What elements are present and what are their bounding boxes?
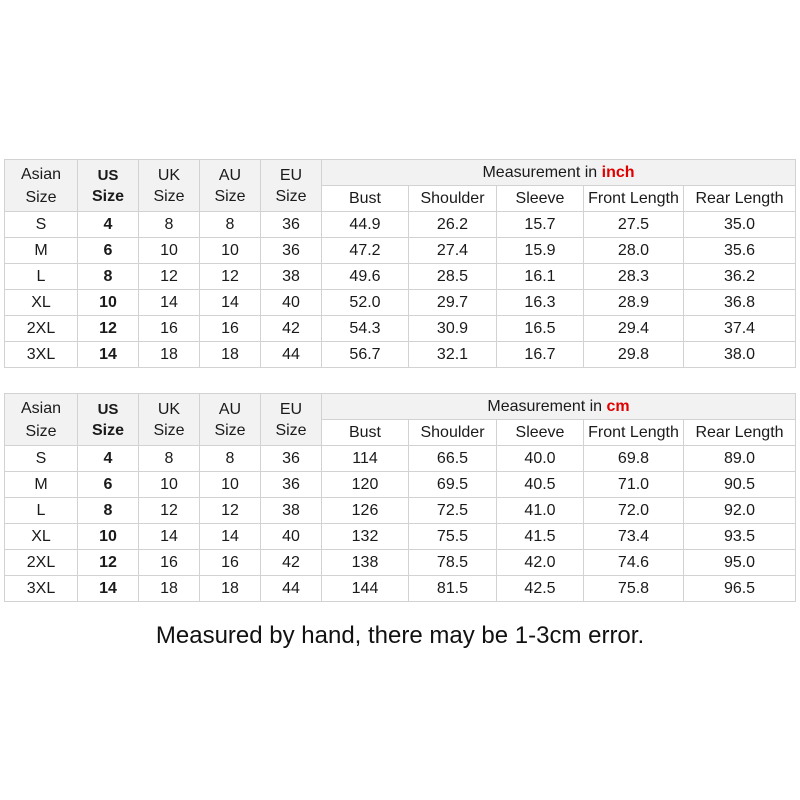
table-cell: XL: [5, 524, 78, 550]
au-size-header: [200, 394, 261, 446]
measurement-unit: cm: [606, 397, 630, 415]
table-cell: 38: [261, 498, 322, 524]
table-cell: 89.0: [684, 446, 796, 472]
table-cell: 69.5: [409, 472, 497, 498]
table-cell: M: [5, 238, 78, 264]
table-cell: 18: [139, 576, 200, 602]
table-cell: M: [5, 472, 78, 498]
table-row: [5, 342, 796, 368]
table-cell: 2XL: [5, 316, 78, 342]
table-cell: 12: [200, 264, 261, 290]
table-cell: 36.2: [684, 264, 796, 290]
table-cell: 44: [261, 342, 322, 368]
us-size-header-line: Size: [91, 421, 124, 439]
column-header: Front Length: [584, 186, 684, 212]
uk-size-header: [139, 394, 200, 446]
table-row: [5, 446, 796, 472]
uk-size-header-line: UK: [157, 166, 181, 184]
us-size-header: [78, 160, 139, 212]
us-size-header-line: US: [97, 166, 119, 184]
table-cell: 28.5: [409, 264, 497, 290]
table-cell: 2XL: [5, 550, 78, 576]
table-row: [5, 524, 796, 550]
table-cell: 14: [139, 290, 200, 316]
table-cell: 8: [200, 212, 261, 238]
table-cell: 40.5: [497, 472, 584, 498]
table-header-row: [5, 394, 796, 420]
table-cell: 72.0: [584, 498, 684, 524]
table-cell: 36.8: [684, 290, 796, 316]
table-cell: 6: [78, 238, 139, 264]
eu-size-header-line: EU: [279, 166, 303, 184]
table-cell: 42.5: [497, 576, 584, 602]
table-cell: 32.1: [409, 342, 497, 368]
table-cell: L: [5, 264, 78, 290]
table-cell: 40: [261, 290, 322, 316]
table-cell: 8: [139, 212, 200, 238]
table-cell: 90.5: [684, 472, 796, 498]
table-cell: 10: [139, 238, 200, 264]
column-header: Rear Length: [684, 186, 796, 212]
table-cell: 8: [78, 264, 139, 290]
size-table-cm: [4, 393, 796, 602]
table-cell: 126: [322, 498, 409, 524]
table-cell: 144: [322, 576, 409, 602]
table-cell: 16.1: [497, 264, 584, 290]
au-size-header-line: Size: [214, 187, 246, 205]
table-cell: 18: [200, 576, 261, 602]
table-cell: 138: [322, 550, 409, 576]
table-cell: 8: [139, 446, 200, 472]
table-cell: 12: [139, 264, 200, 290]
table-cell: 16: [139, 316, 200, 342]
measurement-title: [322, 160, 796, 186]
table-cell: 78.5: [409, 550, 497, 576]
table-row: [5, 316, 796, 342]
eu-size-header: [261, 160, 322, 212]
table-cell: 42: [261, 316, 322, 342]
table-cell: 8: [200, 446, 261, 472]
table-cell: 28.9: [584, 290, 684, 316]
table-cell: 16.7: [497, 342, 584, 368]
table-cell: 52.0: [322, 290, 409, 316]
table-cell: 44.9: [322, 212, 409, 238]
eu-size-header-line: Size: [275, 187, 307, 205]
table-cell: 38.0: [684, 342, 796, 368]
us-size-header-line: Size: [91, 187, 124, 205]
table-cell: 14: [139, 524, 200, 550]
table-row: [5, 290, 796, 316]
measurement-title: [322, 394, 796, 420]
au-size-header-line: AU: [218, 166, 242, 184]
uk-size-header-line: Size: [153, 421, 185, 439]
table-cell: 71.0: [584, 472, 684, 498]
table-cell: 37.4: [684, 316, 796, 342]
table-header-row: [5, 160, 796, 186]
column-header: Shoulder: [409, 420, 497, 446]
table-cell: 3XL: [5, 576, 78, 602]
table-row: [5, 576, 796, 602]
table-cell: 28.0: [584, 238, 684, 264]
table-cell: 14: [200, 290, 261, 316]
table-cell: 16: [200, 316, 261, 342]
eu-size-header-line: Size: [275, 421, 307, 439]
table-cell: 6: [78, 472, 139, 498]
measurement-title-prefix: Measurement in: [487, 397, 607, 415]
uk-size-header-line: UK: [157, 400, 181, 418]
table-cell: 41.0: [497, 498, 584, 524]
table-cell: 12: [139, 498, 200, 524]
table-cell: 42.0: [497, 550, 584, 576]
au-size-header: [200, 160, 261, 212]
table-cell: 10: [78, 524, 139, 550]
table-cell: 15.9: [497, 238, 584, 264]
table-cell: 47.2: [322, 238, 409, 264]
asian-size-header-line: Asian: [20, 165, 62, 183]
asian-size-header: [5, 160, 78, 212]
table-cell: 27.5: [584, 212, 684, 238]
table-cell: 16: [139, 550, 200, 576]
column-header: Sleeve: [497, 186, 584, 212]
table-cell: S: [5, 446, 78, 472]
column-header: Shoulder: [409, 186, 497, 212]
table-cell: 56.7: [322, 342, 409, 368]
table-cell: S: [5, 212, 78, 238]
table-row: [5, 212, 796, 238]
table-cell: 14: [200, 524, 261, 550]
table-cell: 15.7: [497, 212, 584, 238]
table-cell: 54.3: [322, 316, 409, 342]
table-cell: 8: [78, 498, 139, 524]
table-cell: 96.5: [684, 576, 796, 602]
table-cell: 10: [78, 290, 139, 316]
measurement-note: Measured by hand, there may be 1-3cm error.: [155, 622, 645, 649]
table-cell: 16.3: [497, 290, 584, 316]
table-cell: 120: [322, 472, 409, 498]
table-cell: 36: [261, 212, 322, 238]
table-cell: 114: [322, 446, 409, 472]
table-cell: 12: [78, 316, 139, 342]
table-cell: 93.5: [684, 524, 796, 550]
uk-size-header: [139, 160, 200, 212]
us-size-header: [78, 394, 139, 446]
table-cell: 26.2: [409, 212, 497, 238]
table-cell: 3XL: [5, 342, 78, 368]
table-cell: 16.5: [497, 316, 584, 342]
table-cell: 35.6: [684, 238, 796, 264]
measurement-title-prefix: Measurement in: [482, 163, 602, 181]
table-row: [5, 550, 796, 576]
table-cell: 95.0: [684, 550, 796, 576]
table-cell: 28.3: [584, 264, 684, 290]
table-cell: 36: [261, 472, 322, 498]
asian-size-header-line: Size: [25, 188, 57, 206]
table-cell: 35.0: [684, 212, 796, 238]
table-cell: 73.4: [584, 524, 684, 550]
us-size-header-line: US: [97, 400, 119, 418]
table-cell: 16: [200, 550, 261, 576]
table-cell: 75.5: [409, 524, 497, 550]
table-cell: 75.8: [584, 576, 684, 602]
table-cell: 40: [261, 524, 322, 550]
table-row: [5, 264, 796, 290]
table-cell: 29.4: [584, 316, 684, 342]
table-cell: 74.6: [584, 550, 684, 576]
column-header: Rear Length: [684, 420, 796, 446]
table-cell: 4: [78, 446, 139, 472]
table-cell: 36: [261, 446, 322, 472]
table-cell: 30.9: [409, 316, 497, 342]
table-cell: 41.5: [497, 524, 584, 550]
table-cell: 12: [78, 550, 139, 576]
table-cell: 14: [78, 342, 139, 368]
table-cell: 92.0: [684, 498, 796, 524]
table-cell: 44: [261, 576, 322, 602]
column-header: Bust: [322, 186, 409, 212]
table-cell: 4: [78, 212, 139, 238]
asian-size-header-line: Size: [25, 422, 57, 440]
eu-size-header-line: EU: [279, 400, 303, 418]
measurement-unit: inch: [601, 163, 635, 181]
table-cell: 40.0: [497, 446, 584, 472]
table-cell: 18: [139, 342, 200, 368]
table-cell: L: [5, 498, 78, 524]
au-size-header-line: AU: [218, 400, 242, 418]
table-cell: 72.5: [409, 498, 497, 524]
table-cell: 10: [200, 472, 261, 498]
table-cell: 10: [200, 238, 261, 264]
au-size-header-line: Size: [214, 421, 246, 439]
uk-size-header-line: Size: [153, 187, 185, 205]
column-header: Front Length: [584, 420, 684, 446]
table-row: [5, 238, 796, 264]
table-cell: 12: [200, 498, 261, 524]
table-cell: 42: [261, 550, 322, 576]
table-cell: 14: [78, 576, 139, 602]
table-row: [5, 498, 796, 524]
table-cell: 66.5: [409, 446, 497, 472]
asian-size-header: [5, 394, 78, 446]
table-cell: 38: [261, 264, 322, 290]
table-cell: 69.8: [584, 446, 684, 472]
table-cell: 29.7: [409, 290, 497, 316]
table-cell: 27.4: [409, 238, 497, 264]
table-cell: 81.5: [409, 576, 497, 602]
table-cell: XL: [5, 290, 78, 316]
eu-size-header: [261, 394, 322, 446]
table-cell: 132: [322, 524, 409, 550]
table-cell: 10: [139, 472, 200, 498]
table-cell: 36: [261, 238, 322, 264]
size-table-inch: [4, 159, 796, 368]
column-header: Bust: [322, 420, 409, 446]
table-row: [5, 472, 796, 498]
table-cell: 49.6: [322, 264, 409, 290]
column-header: Sleeve: [497, 420, 584, 446]
table-cell: 18: [200, 342, 261, 368]
asian-size-header-line: Asian: [20, 399, 62, 417]
table-cell: 29.8: [584, 342, 684, 368]
